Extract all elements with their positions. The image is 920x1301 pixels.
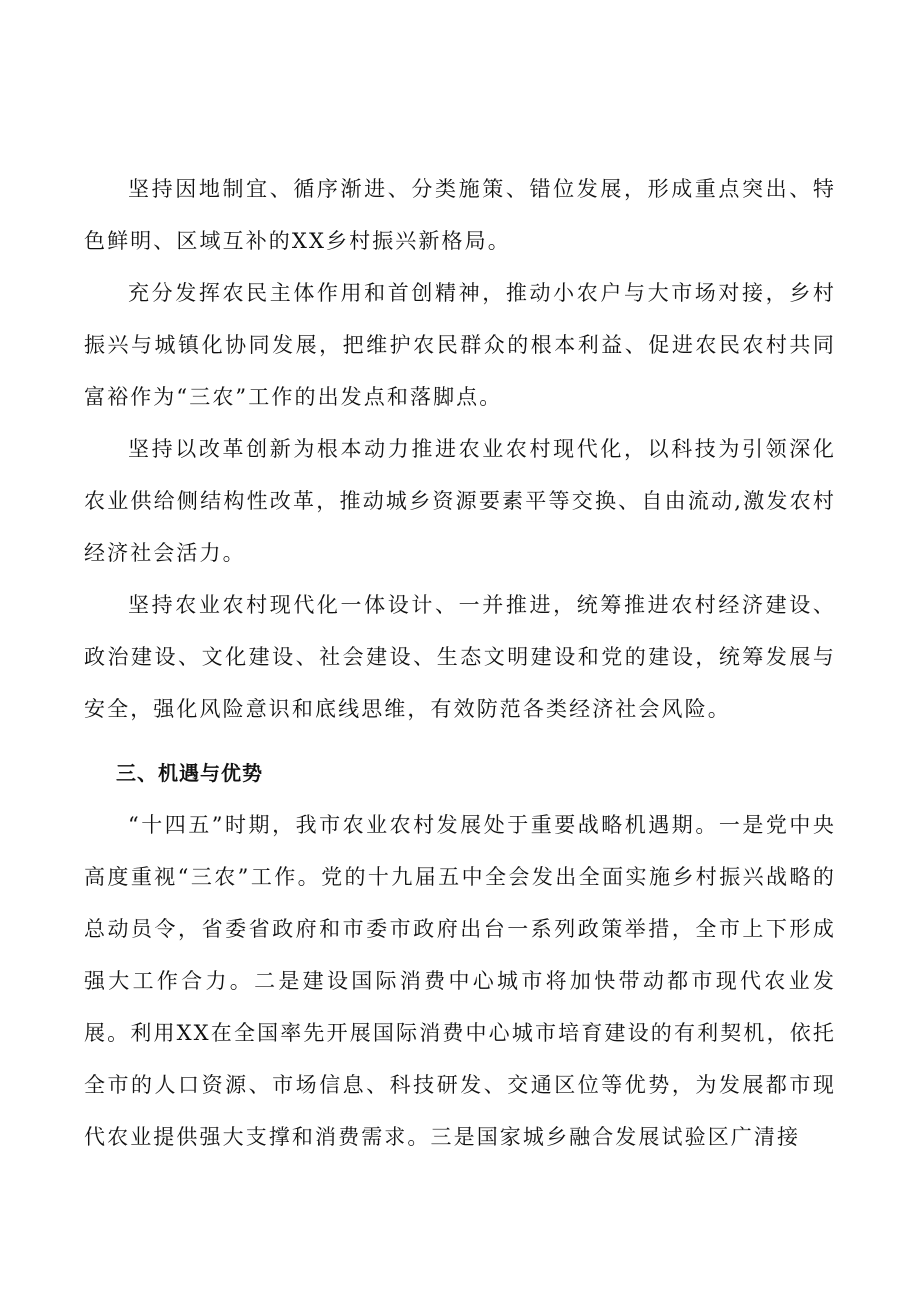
paragraph-principle-reform-innovation: 坚持以改革创新为根本动力推进农业农村现代化，以科技为引领深化农业供给侧结构性改革，推动城乡资源要素平等交换、自由流动,激发农村经济社会活力。	[84, 437, 836, 565]
section-heading-opportunities: 三、机遇与优势	[116, 761, 263, 785]
paragraph-principle-integrated-design: 坚持农业农村现代化一体设计、一并推进，统筹推进农村经济建设、政治建设、文化建设、社会建设、生态文明建设和党的建设，统筹发展与安全，强化风险意识和底线思维，有效防范各类经济社会风险。	[84, 593, 836, 721]
paragraph-principle-farmers-role: 充分发挥农民主体作用和首创精神，推动小农户与大市场对接，乡村振兴与城镇化协同发展，把维护农民群众的根本利益、促进农民农村共同富裕作为“三农”工作的出发点和落脚点。	[84, 281, 836, 409]
paragraph-opportunities: “十四五”时期，我市农业农村发展处于重要战略机遇期。一是党中央高度重视“三农”工作。党的十九届五中全会发出全面实施乡村振兴战略的总动员令，省委省政府和市委市政府出台一系列政策举措，全市上下形成强大工作合力。二是建设国际消费中心城市将加快带动都市现代农业发展。利用XX在全国率先开展国际消费中心城市培育建设的有利契机，依托全市的人口资源、市场信息、科技研发、交通区位等优势，为发展都市现代农业提供强大支撑和消费需求。三是国家城乡融合发展试验区广清接	[84, 813, 836, 1149]
paragraph-principle-local-conditions: 坚持因地制宜、循序渐进、分类施策、错位发展，形成重点突出、特色鲜明、区域互补的XX乡村振兴新格局。	[84, 177, 836, 253]
document-body	[84, 163, 836, 1163]
